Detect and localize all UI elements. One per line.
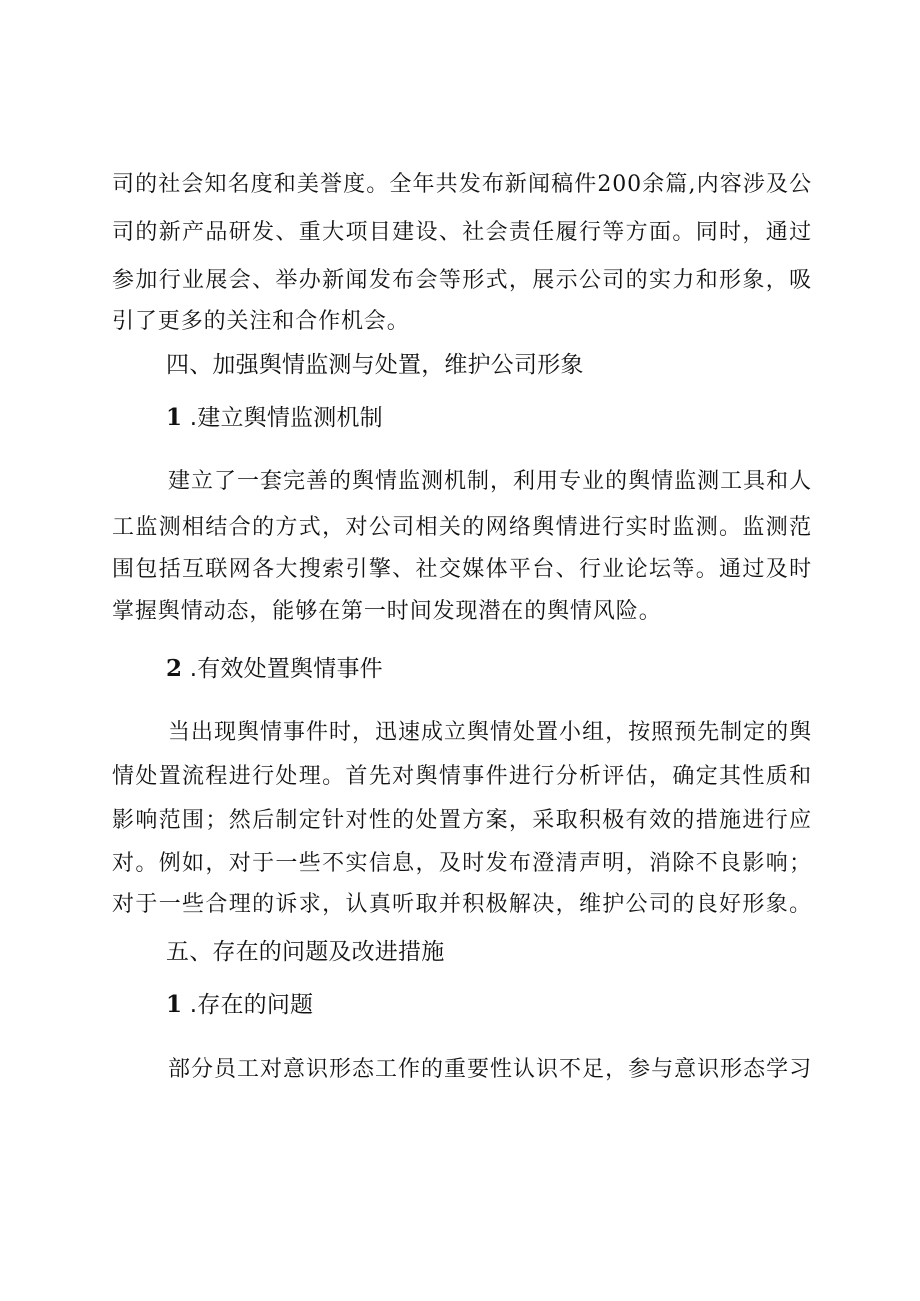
paragraph-line: 司的新产品研发、重大项目建设、社会责任履行等方面。同时，通过	[112, 220, 812, 245]
section-heading: 五、存在的问题及改进措施	[166, 939, 445, 965]
subsection-title: .建立舆情监测机制	[189, 405, 383, 431]
subsection-number: 1	[166, 991, 183, 1018]
paragraph-line: 当出现舆情事件时，迅速成立舆情处置小组，按照预先制定的舆	[168, 720, 812, 745]
paragraph-line: 建立了一套完善的舆情监测机制，利用专业的舆情监测工具和人	[168, 469, 812, 494]
subsection-number: 1	[166, 404, 183, 431]
paragraph-line: 参加行业展会、举办新闻发布会等形式，展示公司的实力和形象，吸	[112, 268, 812, 293]
paragraph-line: 影响范围；然后制定针对性的处置方案，采取积极有效的措施进行应	[112, 808, 812, 833]
subsection-title: .存在的问题	[189, 992, 314, 1018]
paragraph-line: 对。例如，对于一些不实信息，及时发布澄清声明，消除不良影响；	[112, 851, 812, 876]
paragraph-line: 司的社会知名度和美誉度。全年共发布新闻稿件200余篇,内容涉及公	[112, 172, 812, 197]
subsection-number: 2	[166, 655, 183, 682]
paragraph-line: 情处置流程进行处理。首先对舆情事件进行分析评估，确定其性质和	[112, 764, 812, 789]
subsection-title: .有效处置舆情事件	[189, 656, 383, 682]
paragraph-line: 围包括互联网各大搜索引擎、社交媒体平台、行业论坛等。通过及时	[112, 557, 812, 582]
paragraph-line: 工监测相结合的方式，对公司相关的网络舆情进行实时监测。监测范	[112, 515, 812, 540]
paragraph-line: 掌握舆情动态，能够在第一时间发现潜在的舆情风险。	[112, 599, 662, 624]
subsection-heading	[166, 654, 383, 684]
paragraph-line: 部分员工对意识形态工作的重要性认识不足，参与意识形态学习	[168, 1057, 812, 1082]
paragraph-line: 对于一些合理的诉求，认真听取并积极解决，维护公司的良好形象。	[112, 892, 812, 917]
section-heading: 四、加强舆情监测与处置，维护公司形象	[166, 352, 584, 378]
subsection-heading	[166, 403, 383, 433]
subsection-heading	[166, 990, 313, 1020]
paragraph-line: 引了更多的关注和合作机会。	[112, 309, 410, 334]
